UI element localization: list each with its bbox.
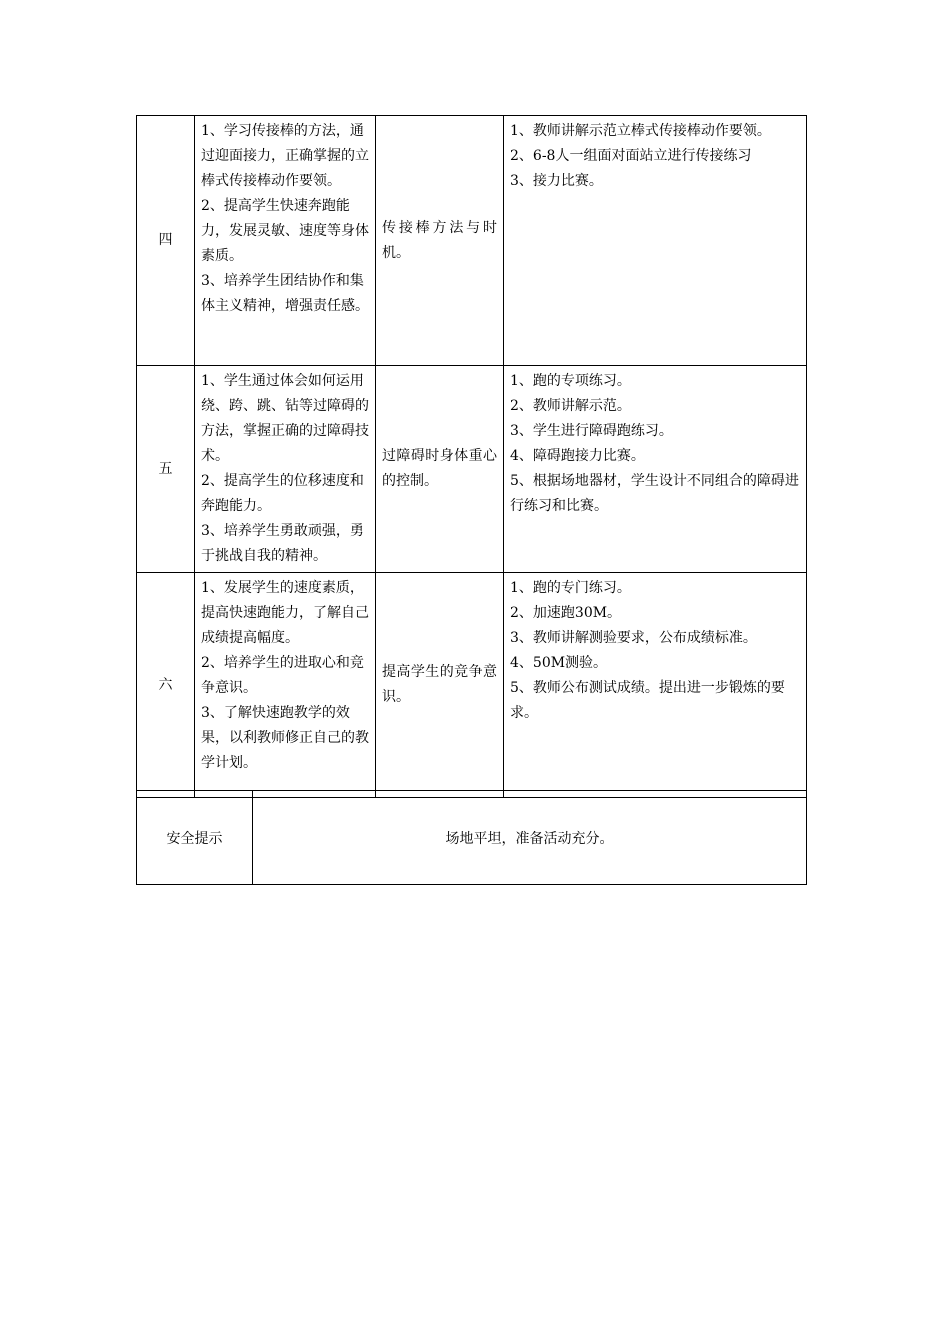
table-row (137, 573, 807, 798)
activity-item: 1、跑的专门练习。 (510, 580, 631, 596)
objective-item: 3、了解快速跑教学的效果，以利教师修正自己的教学计划。 (201, 705, 369, 771)
key-point-cell: 传接棒方法与时机。 (376, 116, 504, 366)
activity-item: 1、教师讲解示范立棒式传接棒动作要领。 (510, 123, 771, 139)
activity-item: 2、6-8人一组面对面站立进行传接练习 (510, 148, 752, 164)
safety-table (136, 790, 807, 885)
activities-cell (504, 573, 807, 798)
objectives-cell (195, 573, 376, 798)
activity-item: 3、接力比赛。 (510, 173, 603, 189)
lesson-number: 五 (137, 366, 195, 573)
safety-text: 场地平坦，准备活动充分。 (253, 791, 807, 885)
safety-label: 安全提示 (137, 791, 253, 885)
objective-item: 1、发展学生的速度素质，提高快速跑能力，了解自己成绩提高幅度。 (201, 580, 369, 646)
lesson-number: 四 (137, 116, 195, 366)
activity-item: 2、教师讲解示范。 (510, 398, 631, 414)
activity-item: 2、加速跑30M。 (510, 605, 622, 621)
activity-item: 1、跑的专项练习。 (510, 373, 631, 389)
table-row (137, 116, 807, 366)
activity-item: 4、50M测验。 (510, 655, 608, 671)
lesson-number: 六 (137, 573, 195, 798)
objectives-cell (195, 366, 376, 573)
objectives-cell (195, 116, 376, 366)
activity-item: 3、学生进行障碍跑练习。 (510, 423, 673, 439)
objective-item: 3、培养学生团结协作和集体主义精神，增强责任感。 (201, 273, 369, 314)
objective-item: 2、培养学生的进取心和竞争意识。 (201, 655, 364, 696)
objective-item: 1、学习传接棒的方法，通过迎面接力，正确掌握的立棒式传接棒动作要领。 (201, 123, 369, 189)
activities-cell (504, 116, 807, 366)
activities-cell (504, 366, 807, 573)
activity-item: 5、教师公布测试成绩。提出进一步锻炼的要求。 (510, 680, 785, 721)
objective-item: 2、提高学生的位移速度和奔跑能力。 (201, 473, 364, 514)
table-row (137, 366, 807, 573)
activity-item: 3、教师讲解测验要求，公布成绩标准。 (510, 630, 757, 646)
lesson-plan-table (136, 115, 807, 798)
key-point-cell: 提高学生的竞争意识。 (376, 573, 504, 798)
objective-item: 1、学生通过体会如何运用绕、跨、跳、钻等过障碍的方法，掌握正确的过障碍技术。 (201, 373, 369, 464)
activity-item: 4、障碍跑接力比赛。 (510, 448, 645, 464)
key-point-cell: 过障碍时身体重心的控制。 (376, 366, 504, 573)
activity-item: 5、根据场地器材，学生设计不同组合的障碍进行练习和比赛。 (510, 473, 799, 514)
objective-item: 2、提高学生快速奔跑能力，发展灵敏、速度等身体素质。 (201, 198, 369, 264)
objective-item: 3、培养学生勇敢顽强，勇于挑战自我的精神。 (201, 523, 364, 564)
safety-row (137, 791, 807, 885)
